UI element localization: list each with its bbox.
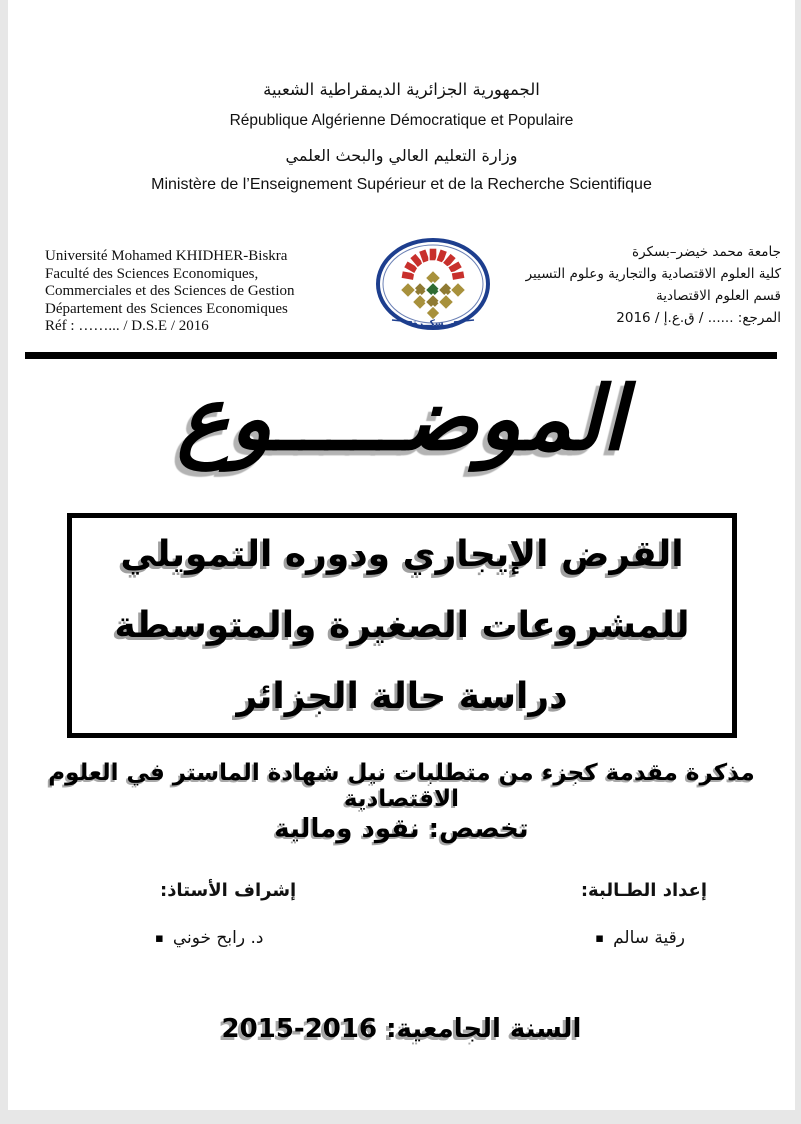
supervisor-name: د. رابح خوني	[172, 928, 264, 948]
reference-number-french: Réf : ……... / D.S.E / 2016	[45, 318, 209, 335]
university-name-french: Université Mohamed KHIDHER-Biskra	[45, 248, 288, 264]
reference-number-arabic: المرجع: ...... / ق.ع.إ / 2016	[616, 310, 781, 326]
faculty-name-french-line1: Faculté des Sciences Economiques,	[45, 265, 259, 282]
supervisor-name-item	[155, 928, 263, 948]
square-bullet-icon: ▪	[595, 930, 605, 946]
faculty-name-arabic: كلية العلوم الاقتصادية والتجارية وعلوم التسيير	[525, 266, 781, 282]
seal-city-text: بــسكــرة	[412, 319, 454, 329]
national-motto-french: République Algérienne Démocratique et Populaire	[229, 112, 574, 129]
prepared-by-label: إعداد الطـالبة:	[580, 880, 707, 901]
thesis-title-line-3: دراسة حالة الجزائر	[236, 676, 568, 717]
ministry-name-french: Ministère de l’Enseignement Supérieur et de la Recherche Scientifique	[151, 176, 652, 193]
separator-rule	[25, 352, 777, 359]
thesis-title-line-2: للمشروعات الصغيرة والمتوسطة	[114, 605, 690, 646]
specialty-line: تخصص: نقود ومالية	[274, 814, 529, 844]
university-info-arabic	[511, 241, 781, 329]
memo-requirement-line: مذكرة مقدمة كجزء من متطلبات نيل شهادة الماستر في العلوم الاقتصادية	[48, 760, 755, 812]
seal-bottom-ornament	[392, 319, 474, 329]
national-motto-arabic: الجمهورية الجزائرية الديمقراطية الشعبية	[263, 80, 540, 99]
university-info-french	[45, 248, 365, 336]
university-name-arabic: جامعة محمد خيضر–بسكرة	[632, 244, 781, 260]
department-name-french: Département des Sciences Economiques	[45, 300, 288, 317]
student-name-item	[595, 928, 685, 948]
thesis-title-line-1: القرض الإيجاري ودوره التمويلي	[120, 534, 684, 575]
faculty-name-french-line2: Commerciales et des Sciences de Gestion	[45, 283, 295, 300]
academic-year: السنة الجامعية: 2016-2015	[221, 1014, 582, 1044]
thesis-cover-page	[8, 0, 795, 1110]
university-seal-icon	[374, 236, 492, 333]
ministry-name-arabic: وزارة التعليم العالي والبحث العلمي	[285, 146, 518, 165]
thesis-title-box	[67, 513, 737, 738]
student-name: رقية سالم	[613, 928, 685, 948]
supervisor-label: إشراف الأستاذ:	[160, 880, 297, 901]
square-bullet-icon: ▪	[155, 930, 164, 946]
department-name-arabic: قسم العلوم الاقتصادية	[655, 288, 781, 304]
subject-calligraphy-title: الموضـــــوع	[176, 367, 627, 470]
university-seal-logo	[374, 236, 492, 333]
